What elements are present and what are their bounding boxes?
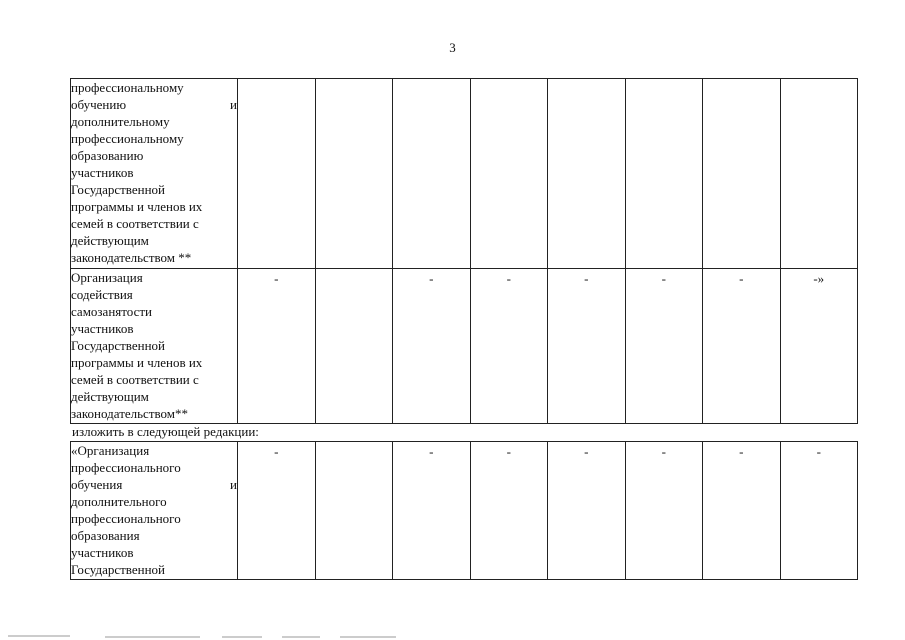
label-word: и bbox=[230, 477, 237, 492]
value-cell bbox=[703, 79, 781, 269]
value-cell bbox=[625, 79, 703, 269]
value-cell bbox=[238, 79, 316, 269]
label-line: участников bbox=[71, 321, 134, 336]
amended-table-new bbox=[70, 441, 858, 580]
table-row bbox=[71, 79, 858, 269]
label-line: образования bbox=[71, 528, 140, 543]
value-cell bbox=[315, 442, 393, 580]
row-label bbox=[71, 79, 238, 269]
table-row bbox=[71, 442, 858, 580]
label-word: обучения bbox=[71, 477, 123, 492]
amended-table-old bbox=[70, 78, 858, 424]
value-cell: - bbox=[238, 269, 316, 424]
value-cell: - bbox=[470, 442, 548, 580]
value-cell: - bbox=[393, 442, 471, 580]
row-label bbox=[71, 269, 238, 424]
label-line: семей в соответствии с bbox=[71, 372, 199, 387]
label-line: семей в соответствии с bbox=[71, 216, 199, 231]
value-cell: - bbox=[548, 442, 626, 580]
label-line: дополнительного bbox=[71, 494, 167, 509]
label-line: самозанятости bbox=[71, 304, 153, 319]
label-line: профессионального bbox=[71, 460, 181, 475]
label-line: Государственной bbox=[71, 338, 166, 353]
label-line: программы и членов их bbox=[71, 355, 203, 370]
label-line-justified bbox=[71, 96, 237, 113]
label-line: действующим bbox=[71, 233, 149, 248]
label-line: участников bbox=[71, 545, 134, 560]
value-cell bbox=[470, 79, 548, 269]
label-line: профессиональному bbox=[71, 80, 184, 95]
label-line: Государственной bbox=[71, 182, 166, 197]
value-cell bbox=[548, 79, 626, 269]
value-cell: - bbox=[703, 442, 781, 580]
value-cell bbox=[315, 269, 393, 424]
label-line: действующим bbox=[71, 389, 149, 404]
table-row bbox=[71, 269, 858, 424]
label-line: «Организация bbox=[71, 443, 150, 458]
value-cell: - bbox=[703, 269, 781, 424]
value-cell bbox=[780, 79, 858, 269]
value-cell: - bbox=[238, 442, 316, 580]
value-cell: - bbox=[548, 269, 626, 424]
label-word: и bbox=[230, 97, 237, 112]
label-line: программы и членов их bbox=[71, 199, 203, 214]
label-line: дополнительному bbox=[71, 114, 170, 129]
label-line: участников bbox=[71, 165, 134, 180]
value-cell bbox=[315, 79, 393, 269]
label-line: профессиональному bbox=[71, 131, 184, 146]
label-line: Организация bbox=[71, 270, 143, 285]
value-cell: - bbox=[780, 442, 858, 580]
label-line: законодательством** bbox=[71, 406, 189, 421]
label-line: содействия bbox=[71, 287, 133, 302]
label-line-justified bbox=[71, 476, 237, 493]
value-cell: -» bbox=[780, 269, 858, 424]
value-cell: - bbox=[625, 442, 703, 580]
value-cell bbox=[393, 79, 471, 269]
label-line: законодательством ** bbox=[71, 250, 192, 265]
scan-artifact bbox=[0, 632, 905, 640]
label-line: образованию bbox=[71, 148, 144, 163]
row-label bbox=[71, 442, 238, 580]
value-cell: - bbox=[625, 269, 703, 424]
page-number: 3 bbox=[449, 40, 456, 55]
value-cell: - bbox=[470, 269, 548, 424]
value-cell: - bbox=[393, 269, 471, 424]
instruction-text: изложить в следующей редакции: bbox=[72, 424, 259, 439]
label-word: обучению bbox=[71, 97, 127, 112]
label-line: профессионального bbox=[71, 511, 181, 526]
label-line: Государственной bbox=[71, 562, 166, 577]
